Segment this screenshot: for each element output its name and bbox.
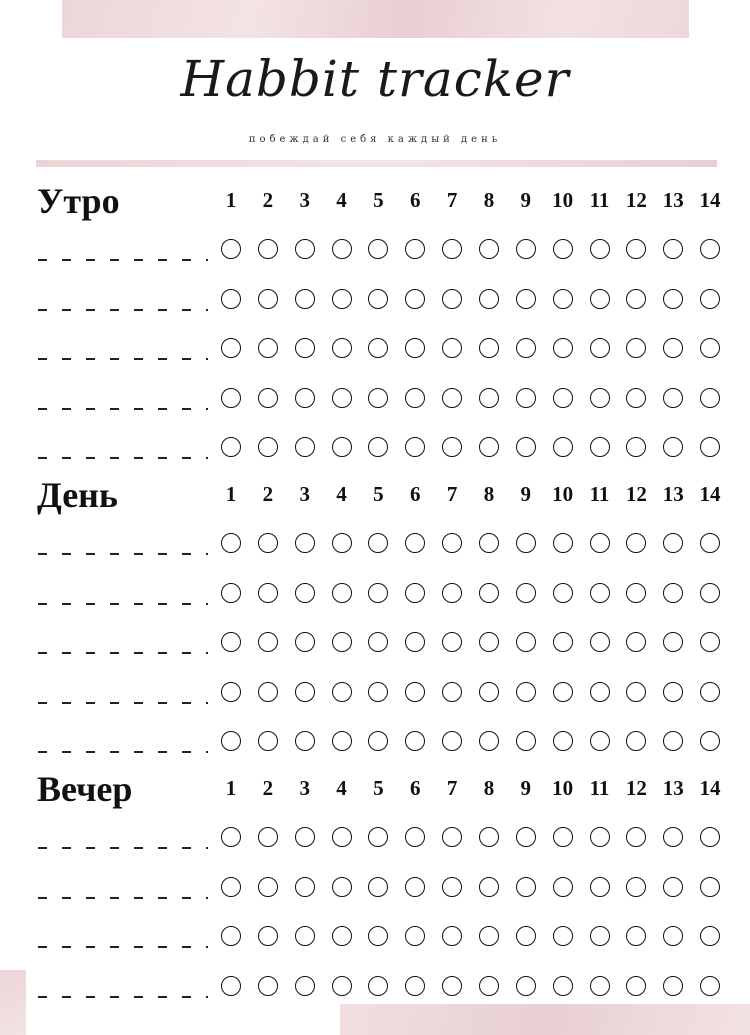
day-number: 10: [552, 776, 574, 800]
habit-checkbox[interactable]: [479, 289, 499, 309]
habit-checkbox[interactable]: [626, 682, 646, 702]
day-number: 12: [625, 188, 647, 212]
habit-name-field[interactable]: [38, 751, 208, 753]
habit-checkbox[interactable]: [332, 976, 352, 996]
habit-checkbox[interactable]: [663, 533, 683, 553]
habit-name-field[interactable]: [38, 652, 208, 654]
habit-checkbox[interactable]: [479, 239, 499, 259]
day-number: 6: [410, 482, 421, 506]
habit-checkbox[interactable]: [332, 533, 352, 553]
day-number: 4: [336, 482, 347, 506]
day-number: 3: [299, 188, 310, 212]
day-number: 9: [520, 776, 532, 800]
day-number: 2: [262, 482, 274, 506]
habit-checkbox[interactable]: [516, 388, 536, 408]
habit-checkbox[interactable]: [590, 731, 610, 751]
habit-checkbox[interactable]: [405, 338, 425, 358]
habit-checkbox[interactable]: [332, 289, 352, 309]
habit-checkbox[interactable]: [590, 926, 610, 946]
day-number: 8: [483, 188, 495, 212]
habit-checkbox[interactable]: [332, 632, 352, 652]
habit-name-field[interactable]: [38, 702, 208, 704]
day-number: 5: [373, 776, 384, 800]
day-number: 12: [625, 482, 647, 506]
habit-checkbox[interactable]: [626, 338, 646, 358]
habit-name-field[interactable]: [38, 946, 208, 948]
habit-checkbox[interactable]: [368, 976, 388, 996]
habit-checkbox[interactable]: [258, 533, 278, 553]
habit-checkbox[interactable]: [295, 437, 315, 457]
habit-checkbox[interactable]: [221, 583, 241, 603]
habit-checkbox[interactable]: [590, 437, 610, 457]
habit-checkbox[interactable]: [553, 533, 573, 553]
habit-name-field[interactable]: [38, 309, 208, 311]
habit-checkbox[interactable]: [442, 437, 462, 457]
habit-checkbox[interactable]: [479, 533, 499, 553]
habit-checkbox[interactable]: [590, 239, 610, 259]
habit-name-field[interactable]: [38, 408, 208, 410]
habit-checkbox[interactable]: [553, 239, 573, 259]
habit-checkbox[interactable]: [332, 827, 352, 847]
habit-checkbox[interactable]: [553, 731, 573, 751]
habit-checkbox[interactable]: [368, 533, 388, 553]
habit-checkbox[interactable]: [368, 877, 388, 897]
day-number: 1: [225, 776, 237, 800]
habit-checkbox[interactable]: [700, 976, 720, 996]
section-title-day: День: [37, 475, 118, 515]
day-number: 6: [410, 776, 421, 800]
day-number: 7: [446, 482, 458, 506]
habit-checkbox[interactable]: [368, 583, 388, 603]
day-number: 11: [589, 188, 610, 212]
habit-checkbox[interactable]: [516, 289, 536, 309]
habit-checkbox[interactable]: [663, 583, 683, 603]
habit-checkbox[interactable]: [442, 827, 462, 847]
habit-checkbox[interactable]: [479, 338, 499, 358]
habit-checkbox[interactable]: [405, 632, 425, 652]
habit-checkbox[interactable]: [516, 731, 536, 751]
habit-checkbox[interactable]: [221, 682, 241, 702]
habit-checkbox[interactable]: [368, 289, 388, 309]
habit-checkbox[interactable]: [590, 338, 610, 358]
habit-checkbox[interactable]: [258, 877, 278, 897]
habit-checkbox[interactable]: [405, 437, 425, 457]
habit-checkbox[interactable]: [516, 682, 536, 702]
habit-name-field[interactable]: [38, 553, 208, 555]
day-number: 11: [589, 482, 610, 506]
habit-checkbox[interactable]: [479, 827, 499, 847]
habit-name-field[interactable]: [38, 457, 208, 459]
habit-checkbox[interactable]: [663, 827, 683, 847]
habit-checkbox[interactable]: [295, 583, 315, 603]
habit-checkbox[interactable]: [258, 731, 278, 751]
habit-checkbox[interactable]: [221, 338, 241, 358]
habit-checkbox[interactable]: [553, 338, 573, 358]
habit-checkbox[interactable]: [405, 877, 425, 897]
habit-checkbox[interactable]: [516, 583, 536, 603]
habit-checkbox[interactable]: [295, 926, 315, 946]
habit-checkbox[interactable]: [295, 827, 315, 847]
habit-checkbox[interactable]: [221, 289, 241, 309]
habit-checkbox[interactable]: [553, 632, 573, 652]
section-title-evening: Вечер: [37, 769, 133, 809]
habit-checkbox[interactable]: [663, 976, 683, 996]
day-number: 3: [299, 776, 310, 800]
habit-checkbox[interactable]: [590, 289, 610, 309]
habit-checkbox[interactable]: [368, 437, 388, 457]
habit-checkbox[interactable]: [221, 976, 241, 996]
habit-checkbox[interactable]: [295, 533, 315, 553]
habit-checkbox[interactable]: [442, 338, 462, 358]
habit-checkbox[interactable]: [295, 239, 315, 259]
day-number: 10: [552, 188, 574, 212]
habit-checkbox[interactable]: [332, 437, 352, 457]
habit-checkbox[interactable]: [700, 827, 720, 847]
habit-checkbox[interactable]: [700, 731, 720, 751]
habit-checkbox[interactable]: [479, 731, 499, 751]
habit-checkbox[interactable]: [479, 682, 499, 702]
habit-checkbox[interactable]: [590, 877, 610, 897]
habit-checkbox[interactable]: [221, 388, 241, 408]
habit-checkbox[interactable]: [626, 731, 646, 751]
habit-checkbox[interactable]: [258, 437, 278, 457]
habit-checkbox[interactable]: [590, 583, 610, 603]
habit-checkbox[interactable]: [405, 533, 425, 553]
habit-checkbox[interactable]: [479, 632, 499, 652]
habit-checkbox[interactable]: [553, 388, 573, 408]
habit-checkbox[interactable]: [258, 827, 278, 847]
day-number: 1: [225, 482, 237, 506]
habit-checkbox[interactable]: [368, 926, 388, 946]
habit-checkbox[interactable]: [479, 877, 499, 897]
habit-checkbox[interactable]: [553, 926, 573, 946]
habit-checkbox[interactable]: [553, 682, 573, 702]
day-number: 11: [589, 776, 610, 800]
habit-checkbox[interactable]: [626, 583, 646, 603]
habit-checkbox[interactable]: [258, 682, 278, 702]
habit-checkbox[interactable]: [221, 239, 241, 259]
day-number: 8: [483, 482, 495, 506]
day-number: 6: [410, 188, 421, 212]
day-number: 10: [552, 482, 574, 506]
habit-checkbox[interactable]: [405, 976, 425, 996]
habit-checkbox[interactable]: [516, 976, 536, 996]
habit-checkbox[interactable]: [700, 583, 720, 603]
page-subtitle: побеждай себя каждый день: [248, 134, 502, 145]
day-number: 2: [262, 776, 274, 800]
habit-name-field[interactable]: [38, 358, 208, 360]
marble-divider-band: [36, 160, 717, 167]
habit-checkbox[interactable]: [700, 388, 720, 408]
day-number: 14: [699, 188, 721, 212]
habit-checkbox[interactable]: [516, 877, 536, 897]
habit-checkbox[interactable]: [700, 338, 720, 358]
habit-name-field[interactable]: [38, 897, 208, 899]
habit-checkbox[interactable]: [663, 682, 683, 702]
habit-checkbox[interactable]: [700, 239, 720, 259]
habit-checkbox[interactable]: [700, 682, 720, 702]
habit-checkbox[interactable]: [221, 827, 241, 847]
day-number: 2: [262, 188, 274, 212]
day-number: 8: [483, 776, 495, 800]
habit-checkbox[interactable]: [221, 877, 241, 897]
habit-checkbox[interactable]: [442, 976, 462, 996]
habit-checkbox[interactable]: [663, 926, 683, 946]
habit-checkbox[interactable]: [258, 338, 278, 358]
habit-checkbox[interactable]: [626, 632, 646, 652]
habit-checkbox[interactable]: [405, 239, 425, 259]
habit-checkbox[interactable]: [405, 827, 425, 847]
habit-checkbox[interactable]: [626, 877, 646, 897]
habit-checkbox[interactable]: [442, 583, 462, 603]
habit-checkbox[interactable]: [442, 926, 462, 946]
habit-checkbox[interactable]: [405, 388, 425, 408]
habit-checkbox[interactable]: [295, 388, 315, 408]
habit-checkbox[interactable]: [442, 731, 462, 751]
habit-checkbox[interactable]: [442, 877, 462, 897]
day-number: 4: [336, 776, 347, 800]
day-number: 13: [662, 776, 684, 800]
habit-checkbox[interactable]: [516, 926, 536, 946]
habit-checkbox[interactable]: [626, 533, 646, 553]
habit-checkbox[interactable]: [442, 289, 462, 309]
habit-checkbox[interactable]: [295, 731, 315, 751]
habit-checkbox[interactable]: [295, 338, 315, 358]
habit-checkbox[interactable]: [221, 533, 241, 553]
habit-checkbox[interactable]: [626, 289, 646, 309]
habit-checkbox[interactable]: [258, 583, 278, 603]
habit-checkbox[interactable]: [663, 437, 683, 457]
page-title: Habbit tracker: [180, 50, 570, 108]
habit-checkbox[interactable]: [553, 289, 573, 309]
habit-checkbox[interactable]: [221, 632, 241, 652]
habit-checkbox[interactable]: [626, 976, 646, 996]
habit-name-field[interactable]: [38, 996, 208, 998]
habit-checkbox[interactable]: [258, 289, 278, 309]
habit-checkbox[interactable]: [332, 682, 352, 702]
habit-checkbox[interactable]: [700, 926, 720, 946]
habit-checkbox[interactable]: [295, 289, 315, 309]
habit-checkbox[interactable]: [663, 877, 683, 897]
habit-checkbox[interactable]: [626, 926, 646, 946]
day-number: 5: [373, 188, 384, 212]
habit-checkbox[interactable]: [590, 388, 610, 408]
habit-name-field[interactable]: [38, 603, 208, 605]
habit-checkbox[interactable]: [700, 632, 720, 652]
habit-checkbox[interactable]: [368, 731, 388, 751]
habit-checkbox[interactable]: [405, 289, 425, 309]
habit-checkbox[interactable]: [295, 682, 315, 702]
habit-checkbox[interactable]: [368, 239, 388, 259]
day-number: 9: [520, 482, 532, 506]
habit-checkbox[interactable]: [553, 976, 573, 996]
habit-checkbox[interactable]: [663, 338, 683, 358]
habit-checkbox[interactable]: [663, 239, 683, 259]
habit-checkbox[interactable]: [332, 731, 352, 751]
habit-name-field[interactable]: [38, 259, 208, 261]
day-number: 3: [299, 482, 310, 506]
habit-checkbox[interactable]: [332, 926, 352, 946]
habit-checkbox[interactable]: [700, 437, 720, 457]
habit-checkbox[interactable]: [516, 632, 536, 652]
habit-checkbox[interactable]: [516, 827, 536, 847]
habit-checkbox[interactable]: [663, 731, 683, 751]
day-number: 7: [446, 188, 458, 212]
habit-checkbox[interactable]: [258, 926, 278, 946]
habit-checkbox[interactable]: [479, 976, 499, 996]
habit-checkbox[interactable]: [553, 437, 573, 457]
habit-checkbox[interactable]: [368, 338, 388, 358]
habit-checkbox[interactable]: [663, 289, 683, 309]
habit-checkbox[interactable]: [663, 388, 683, 408]
habit-checkbox[interactable]: [368, 682, 388, 702]
habit-checkbox[interactable]: [516, 338, 536, 358]
habit-checkbox[interactable]: [516, 437, 536, 457]
day-number: 1: [225, 188, 237, 212]
habit-checkbox[interactable]: [516, 533, 536, 553]
habit-checkbox[interactable]: [700, 533, 720, 553]
habit-checkbox[interactable]: [590, 533, 610, 553]
day-number: 9: [520, 188, 532, 212]
habit-checkbox[interactable]: [405, 731, 425, 751]
marble-corner-decoration: [0, 970, 26, 1035]
habit-checkbox[interactable]: [516, 239, 536, 259]
habit-checkbox[interactable]: [590, 682, 610, 702]
day-number: 5: [373, 482, 384, 506]
habit-checkbox[interactable]: [221, 926, 241, 946]
habit-checkbox[interactable]: [405, 682, 425, 702]
habit-checkbox[interactable]: [479, 437, 499, 457]
habit-checkbox[interactable]: [479, 926, 499, 946]
habit-checkbox[interactable]: [700, 289, 720, 309]
day-number: 14: [699, 776, 721, 800]
habit-checkbox[interactable]: [479, 388, 499, 408]
habit-checkbox[interactable]: [332, 239, 352, 259]
day-number: 12: [625, 776, 647, 800]
habit-checkbox[interactable]: [442, 682, 462, 702]
habit-checkbox[interactable]: [553, 877, 573, 897]
habit-checkbox[interactable]: [442, 388, 462, 408]
marble-footer-decoration: [340, 1004, 750, 1035]
habit-checkbox[interactable]: [368, 827, 388, 847]
day-number: 14: [699, 482, 721, 506]
habit-checkbox[interactable]: [332, 388, 352, 408]
day-number: 13: [662, 188, 684, 212]
habit-name-field[interactable]: [38, 847, 208, 849]
habit-checkbox[interactable]: [405, 583, 425, 603]
day-number: 13: [662, 482, 684, 506]
habit-checkbox[interactable]: [258, 239, 278, 259]
habit-checkbox[interactable]: [479, 583, 499, 603]
habit-checkbox[interactable]: [332, 877, 352, 897]
habit-checkbox[interactable]: [332, 338, 352, 358]
marble-header-decoration: [62, 0, 689, 38]
habit-checkbox[interactable]: [663, 632, 683, 652]
habit-checkbox[interactable]: [553, 583, 573, 603]
habit-checkbox[interactable]: [626, 388, 646, 408]
habit-checkbox[interactable]: [626, 437, 646, 457]
habit-checkbox[interactable]: [332, 583, 352, 603]
habit-checkbox[interactable]: [221, 731, 241, 751]
habit-checkbox[interactable]: [442, 533, 462, 553]
habit-checkbox[interactable]: [295, 976, 315, 996]
habit-checkbox[interactable]: [700, 877, 720, 897]
habit-checkbox[interactable]: [405, 926, 425, 946]
habit-checkbox[interactable]: [626, 239, 646, 259]
habit-checkbox[interactable]: [258, 388, 278, 408]
habit-checkbox[interactable]: [442, 239, 462, 259]
habit-checkbox[interactable]: [590, 827, 610, 847]
habit-checkbox[interactable]: [295, 632, 315, 652]
habit-checkbox[interactable]: [590, 632, 610, 652]
habit-checkbox[interactable]: [258, 632, 278, 652]
habit-checkbox[interactable]: [590, 976, 610, 996]
habit-checkbox[interactable]: [553, 827, 573, 847]
section-title-morning: Утро: [37, 181, 120, 221]
habit-checkbox[interactable]: [221, 437, 241, 457]
habit-checkbox[interactable]: [258, 976, 278, 996]
day-number: 4: [336, 188, 347, 212]
habit-checkbox[interactable]: [442, 632, 462, 652]
habit-checkbox[interactable]: [626, 827, 646, 847]
habit-checkbox[interactable]: [368, 632, 388, 652]
habit-checkbox[interactable]: [295, 877, 315, 897]
day-number: 7: [446, 776, 458, 800]
habit-checkbox[interactable]: [368, 388, 388, 408]
